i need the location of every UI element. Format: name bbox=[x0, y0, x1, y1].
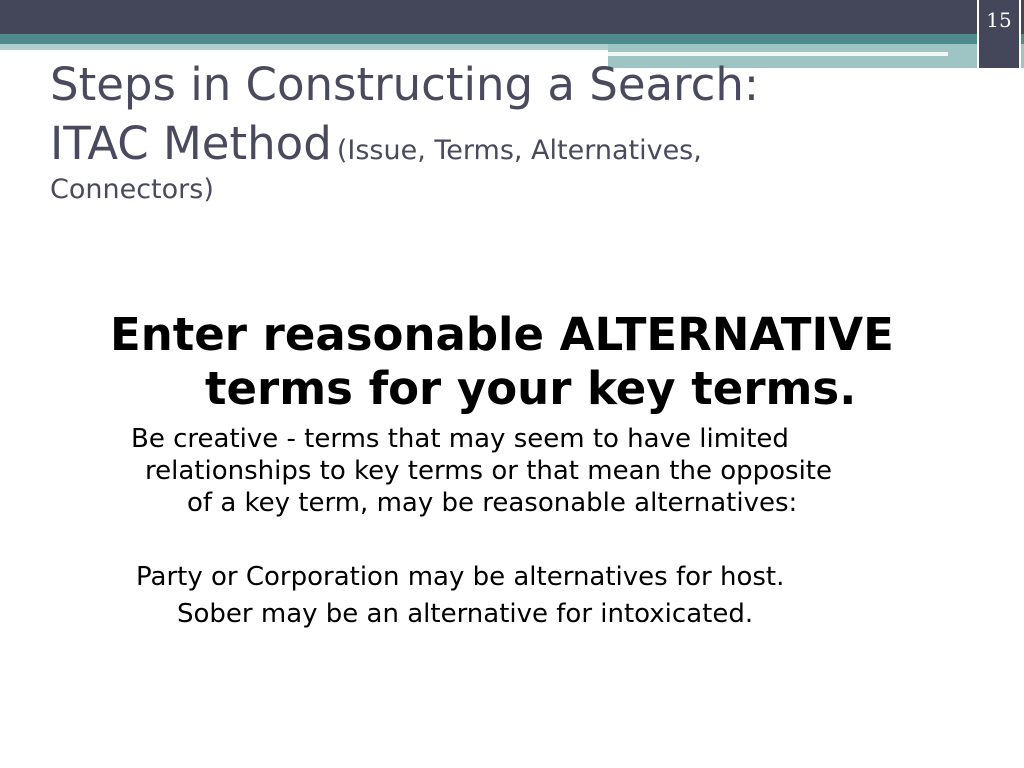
title-subtitle: (Issue, Terms, Alternatives, bbox=[336, 135, 702, 166]
heading-line-2: terms for your key terms. bbox=[205, 362, 857, 415]
example-line-1: Party or Corporation may be alternatives for host. bbox=[136, 562, 785, 592]
header-banner-teal bbox=[0, 34, 1024, 44]
slide-number: 15 bbox=[986, 8, 1012, 32]
main-heading bbox=[110, 308, 950, 416]
body-paragraph bbox=[131, 423, 971, 519]
header-banner-stripe bbox=[0, 44, 608, 50]
heading-line-1: Enter reasonable ALTERNATIVE bbox=[110, 308, 894, 361]
title-line-3: Connectors) bbox=[50, 174, 214, 205]
paragraph-line-1: Be creative - terms that may seem to have limited bbox=[131, 424, 789, 454]
header-banner-dark bbox=[0, 0, 1024, 34]
paragraph-line-3: of a key term, may be reasonable alternatives: bbox=[187, 488, 798, 518]
title-line-2: ITAC Method bbox=[50, 117, 332, 170]
paragraph-line-2: relationships to key terms or that mean the opposite bbox=[145, 456, 832, 486]
example-line-2: Sober may be an alternative for intoxicated. bbox=[177, 599, 754, 629]
slide-title bbox=[50, 58, 950, 205]
title-line-1: Steps in Constructing a Search: bbox=[50, 58, 760, 111]
